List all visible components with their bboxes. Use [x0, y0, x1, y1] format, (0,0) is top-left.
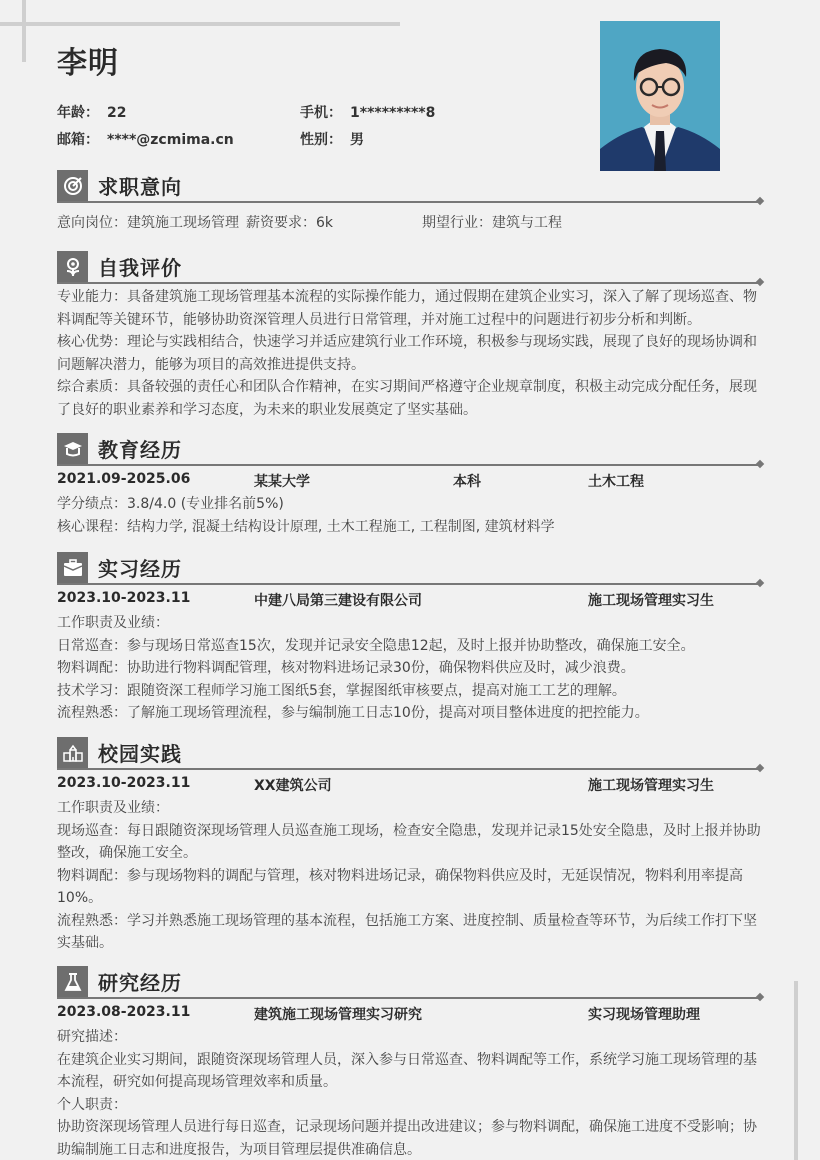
section-header — [57, 966, 765, 998]
self-eval-paragraph: 专业能力：具备建筑施工现场管理基本流程的实际操作能力，通过假期在建筑企业实习，深入了解了现场巡查、物料调配等关键环节，能够协助资深管理人员进行日常管理，并对施工过程中的问题进行初步分析和判断。 — [57, 289, 757, 328]
info-phone — [300, 102, 435, 122]
profile-photo — [600, 21, 720, 171]
diamond-icon — [756, 993, 764, 1001]
section-campus-practice — [57, 737, 765, 955]
section-header — [57, 552, 765, 584]
section-title: 研究经历 — [98, 971, 182, 995]
internship-row-header — [57, 589, 765, 612]
section-self-evaluation — [57, 251, 765, 421]
section-internship — [57, 552, 765, 725]
education-degree: 本科 — [453, 474, 481, 490]
flower-icon — [57, 251, 88, 282]
section-job-intent — [57, 170, 765, 235]
internship-detail: 工作职责及业绩： — [57, 615, 169, 631]
campus-period: 2023.10-2023.11 — [57, 775, 191, 791]
research-detail: 协助资深现场管理人员进行每日巡查，记录现场问题并提出改进建议；参与物料调配，确保施工进度不受影响；协助编制施工日志和进度报告，为项目管理层提供准确信息。 — [57, 1119, 757, 1158]
section-title: 教育经历 — [98, 438, 182, 462]
flask-icon — [57, 966, 88, 997]
campus-company: XX建筑公司 — [254, 778, 332, 794]
intent-industry: 期望行业：建筑与工程 — [422, 215, 562, 231]
self-eval-body — [57, 286, 765, 421]
section-divider — [57, 282, 759, 284]
diamond-icon — [756, 460, 764, 468]
internship-detail: 流程熟悉：了解施工现场管理流程，参与编制施工日志10份，提高对项目整体进度的把控能力。 — [57, 705, 649, 721]
campus-role: 施工现场管理实习生 — [588, 778, 714, 794]
self-eval-paragraph: 综合素质：具备较强的责任心和团队合作精神，在实习期间严格遵守企业规章制度，积极主动完成分配任务，展现了良好的职业素养和学习态度，为未来的职业发展奠定了坚实基础。 — [57, 379, 757, 418]
education-body — [57, 493, 765, 538]
info-label: 年龄： — [57, 105, 99, 121]
section-divider — [57, 583, 759, 585]
info-value: ****@zcmima.cn — [107, 132, 234, 148]
campus-body — [57, 797, 765, 955]
internship-role: 施工现场管理实习生 — [588, 593, 714, 609]
research-detail: 研究描述： — [57, 1029, 127, 1045]
decorative-vertical-line-bottom — [794, 981, 798, 1160]
internship-body — [57, 612, 765, 725]
section-divider — [57, 464, 759, 466]
info-label: 手机： — [300, 105, 342, 121]
section-research — [57, 966, 765, 1160]
decorative-vertical-line-top — [22, 0, 26, 62]
campus-detail: 现场巡查：每日跟随资深现场管理人员巡查施工现场，检查安全隐患，发现并记录15处安全隐患，及时上报并协助整改，确保施工安全。 — [57, 822, 761, 861]
education-school: 某某大学 — [254, 474, 310, 490]
section-divider — [57, 997, 759, 999]
info-value: 男 — [350, 132, 364, 148]
research-detail: 在建筑企业实习期间，跟随资深现场管理人员，深入参与日常巡查、物料调配等工作，系统学习施工现场管理的基本流程，研究如何提高现场管理效率和质量。 — [57, 1051, 757, 1090]
decorative-horizontal-line-top — [0, 22, 400, 26]
education-period: 2021.09-2025.06 — [57, 471, 191, 487]
education-detail: 核心课程：结构力学, 混凝土结构设计原理, 土木工程施工, 工程制图, 建筑材料学 — [57, 518, 555, 535]
school-building-icon — [57, 737, 88, 768]
diamond-icon — [756, 278, 764, 286]
section-divider — [57, 201, 759, 203]
graduation-cap-icon — [57, 433, 88, 464]
info-label: 性别： — [300, 132, 342, 148]
info-age — [57, 102, 126, 122]
info-gender — [300, 129, 364, 149]
diamond-icon — [756, 764, 764, 772]
info-email — [57, 129, 234, 149]
info-value: 22 — [107, 105, 127, 121]
education-major: 土木工程 — [588, 474, 644, 490]
campus-detail: 流程熟悉：学习并熟悉施工现场管理的基本流程，包括施工方案、进度控制、质量检查等环节，为后续工作打下坚实基础。 — [57, 912, 757, 951]
section-title: 实习经历 — [98, 557, 182, 581]
internship-detail: 物料调配：协助进行物料调配管理，核对物料进场记录30份，确保物料供应及时，减少浪费。 — [57, 660, 635, 676]
research-period: 2023.08-2023.11 — [57, 1004, 191, 1020]
info-label: 邮箱： — [57, 132, 99, 148]
section-title: 求职意向 — [98, 175, 182, 199]
education-row-header — [57, 470, 765, 493]
briefcase-icon — [57, 552, 88, 583]
self-eval-paragraph: 核心优势：理论与实践相结合，快速学习并适应建筑行业工作环境，积极参与现场实践，展现了良好的现场协调和问题解决潜力，能够为项目的高效推进提供支持。 — [57, 334, 757, 373]
research-role: 实习现场管理助理 — [588, 1007, 700, 1023]
internship-detail: 技术学习：跟随资深工程师学习施工图纸5套，掌握图纸审核要点，提高对施工工艺的理解。 — [57, 682, 626, 699]
person-portrait-icon — [600, 21, 720, 171]
info-value: 1*********8 — [350, 105, 436, 121]
research-row-header — [57, 1003, 765, 1026]
education-detail: 学分绩点：3.8/4.0 (专业排名前5%) — [57, 496, 284, 512]
section-header — [57, 170, 765, 202]
intent-salary: 薪资要求：6k — [246, 215, 334, 231]
campus-detail: 物料调配：参与现场物料的调配与管理，核对物料进场记录，确保物料供应及时，无延误情况，物料利用率提高10%。 — [57, 867, 743, 906]
research-body — [57, 1026, 765, 1160]
section-education — [57, 433, 765, 538]
diamond-icon — [756, 579, 764, 587]
campus-detail: 工作职责及业绩： — [57, 800, 169, 816]
diamond-icon — [756, 197, 764, 205]
internship-period: 2023.10-2023.11 — [57, 590, 191, 606]
candidate-name: 李明 — [57, 46, 119, 81]
section-header — [57, 251, 765, 283]
target-icon — [57, 170, 88, 201]
section-header — [57, 737, 765, 769]
internship-company: 中建八局第三建设有限公司 — [254, 593, 422, 609]
internship-detail: 日常巡查：参与现场日常巡查15次，发现并记录安全隐患12起，及时上报并协助整改，确保施工安全。 — [57, 637, 695, 654]
section-divider — [57, 768, 759, 770]
research-project: 建筑施工现场管理实习研究 — [254, 1007, 422, 1023]
section-title: 自我评价 — [98, 256, 182, 280]
intent-row — [57, 211, 765, 235]
section-title: 校园实践 — [98, 742, 182, 766]
section-header — [57, 433, 765, 465]
campus-row-header — [57, 774, 765, 797]
intent-position: 意向岗位：建筑施工现场管理 — [57, 215, 239, 231]
research-detail: 个人职责： — [57, 1096, 127, 1113]
